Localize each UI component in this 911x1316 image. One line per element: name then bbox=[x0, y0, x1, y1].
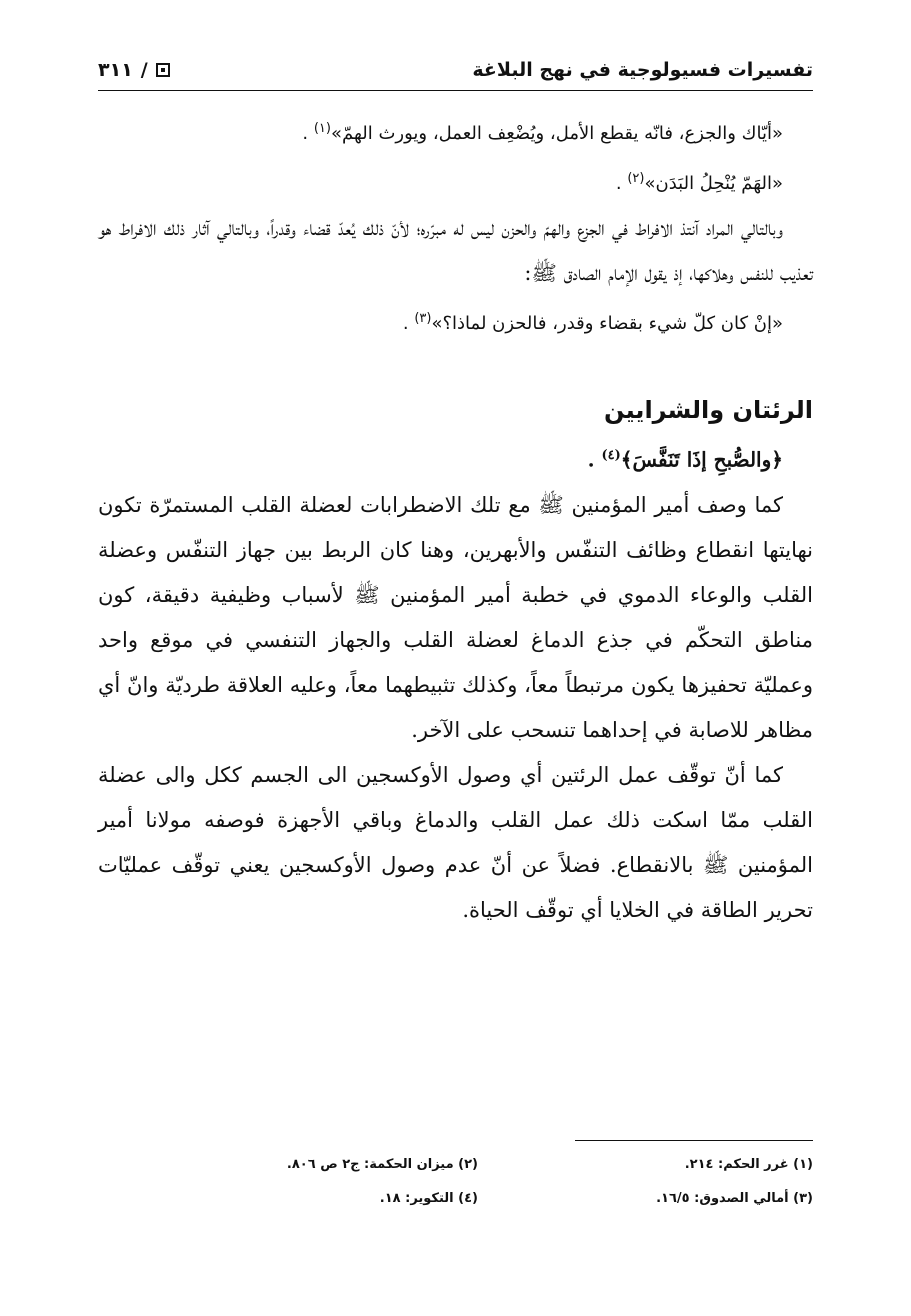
page-number-block bbox=[98, 59, 170, 81]
quote-2: «الهَمّ يُنْحِلُ البَدَن»$^{(٢)}$ . bbox=[615, 171, 783, 194]
footnotes bbox=[98, 1140, 813, 1225]
quote-2-text: «الهَمّ يُنْحِلُ البَدَن» bbox=[644, 173, 783, 194]
quote-1: «أيّاك والجزع، فانّه يقطع الأمل، ويُضْعِف العمل، ويورث الهمّ»$^{(١)}$ . bbox=[302, 121, 783, 144]
footnote-4: (٤) التكوير: ١٨. bbox=[379, 1191, 478, 1206]
paragraph-1: وبالتالي المراد آنتذ الافراط في الجزع والهمّ والحزن ليس له مبرّره؛ لأنّ ذلك يُعدّ قضاء وقدراً، وبالتالي آثار ذلك الافراط هو تعذيب للنفس وهلاكها، إذ يقول الإمام الصادق ﷺ: bbox=[98, 216, 813, 285]
footnote-ref-1: (١) bbox=[313, 121, 331, 136]
page-number-separator: / bbox=[140, 59, 148, 81]
footnote-rule bbox=[575, 1140, 813, 1141]
footnote-ref-2: (٢) bbox=[627, 171, 645, 186]
quote-1-text: «أيّاك والجزع، فانّه يقطع الأمل، ويُضْعِف العمل، ويورث الهمّ» bbox=[330, 123, 783, 144]
paragraph-2: كما وصف أمير المؤمنين ﷺ مع تلك الاضطرابات لعضلة القلب المستمرّة تكون نهايتها انقطاع وظائف التنفّس والأبهرين، وهنا كان الربط بين جهاز التنفّس وعضلة القلب والوعاء الدموي في خطبة أمير المؤمنين ﷺ لأسباب وظيفية دقيقة، كون مناطق التحكّم في جذع الدماغ لعضلة القلب والجهاز التنفسي في موقع واحد وعمليّة تحفيزها يكون مرتبطاً معاً، وكذلك تثبيطهما معاً، وعليه العلاقة طرديّة وانّ أي مظاهر للاصابة في إحداهما تنسحب على الآخر. bbox=[98, 492, 813, 742]
running-title: تفسيرات فسيولوجية في نهج البلاغة bbox=[472, 59, 813, 81]
quote-3: «إنْ كان كلّ شيء بقضاء وقدر، فالحزن لماذا؟»$^{(٣)}$ . bbox=[402, 311, 783, 334]
section-heading: الرئتان والشرايين bbox=[604, 396, 813, 424]
footnote-row-2 bbox=[98, 1191, 813, 1225]
quran-verse: ﴿والصُّبحِ إذَا تَنَفَّسَ﴾$^{(٤)}$ . bbox=[587, 447, 783, 472]
footnote-ref-4: (٤) bbox=[601, 448, 621, 463]
page-body bbox=[98, 106, 813, 933]
paragraph-3: كما أنّ توقّف عمل الرئتين أي وصول الأوكسجين الى الجسم ككل والى عضلة القلب ممّا اسكت ذلك عمل القلب والدماغ وباقي الأجهزة فوصفه مولانا أمير المؤمنين ﷺ بالانقطاع. فضلاً عن أنّ عدم وصول الأوكسجين يعني توقّف عمليّات تحرير الطاقة في الخلايا أي توقّف الحياة. bbox=[98, 762, 813, 922]
page-header bbox=[98, 50, 813, 91]
footnote-row-1 bbox=[98, 1157, 813, 1191]
page-number: ٣١١ bbox=[98, 59, 133, 81]
footnote-3: (٣) أمالي الصدوق: ١٦/٥. bbox=[656, 1191, 813, 1206]
quote-3-text: «إنْ كان كلّ شيء بقضاء وقدر، فالحزن لماذا؟» bbox=[431, 313, 783, 334]
footnote-ref-3: (٣) bbox=[414, 311, 432, 326]
square-ornament-icon bbox=[156, 63, 170, 77]
verse-text: ﴿والصُّبحِ إذَا تَنَفَّسَ﴾ bbox=[620, 447, 783, 472]
footnote-2: (٢) ميزان الحكمة: ج٢ ص ٨٠٦. bbox=[286, 1157, 478, 1172]
footnote-1: (١) غرر الحكم: ٢١٤. bbox=[684, 1157, 813, 1172]
